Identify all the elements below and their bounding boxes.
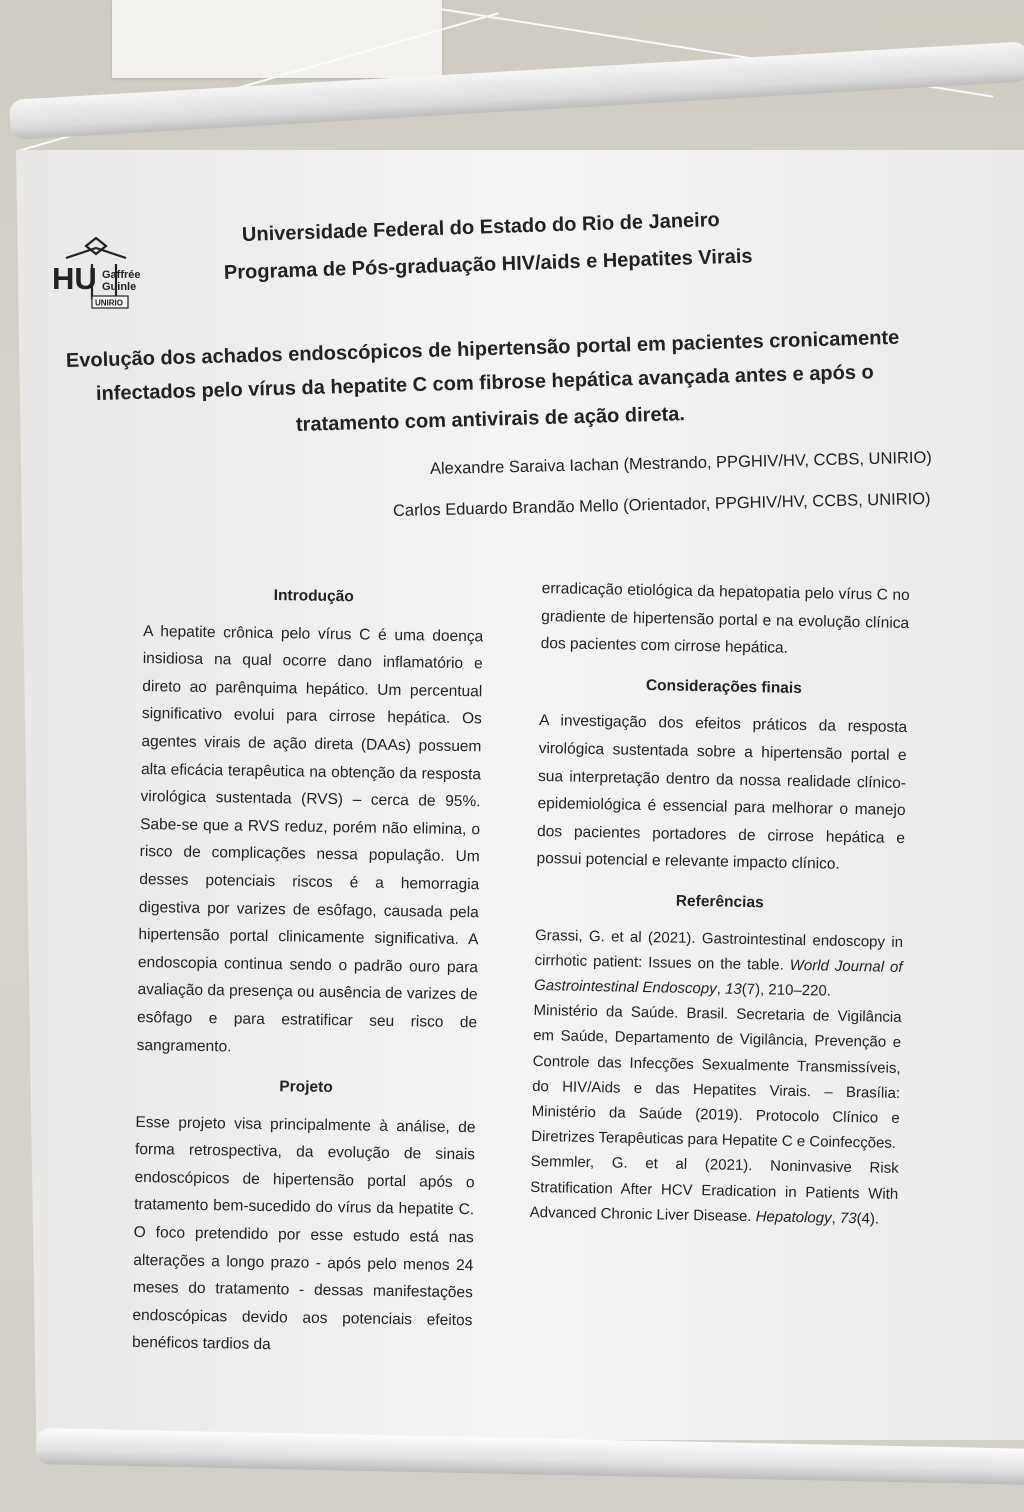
intro-text: A hepatite crônica pelo vírus C é uma doença insidiosa na qual ocorre dano inflamatório e direto ao parênquima hepático. Um percentual significativo evolui para cirrose hepática. Os agentes virais de ação direta (DAAs) possuem alta eficácia terapêutica na obtenção da resposta virológica sustentada (RVS) – cerca de 95%. Sabe-se que a RVS reduz, porém não elimina, o risco de complicações nessa população. Um desses potenciais riscos é a hemorragia digestiva por varizes de esôfago, causada pela hipertensão portal clinicamente significativa. A endoscopia continua sendo o padrão ouro para avaliação da presença ou ausência de varizes de esôfago e para estratificar seu risco de sangramento. [136, 622, 484, 1055]
reference-3-journal: Hepatology [755, 1207, 832, 1227]
reference-1-tail: (7), 210–220. [741, 980, 832, 1000]
project-heading: Projeto [279, 1078, 333, 1097]
reference-1-volume: 13 [724, 980, 742, 998]
university-name: Universidade Federal do Estado do Rio de Janeiro [241, 208, 720, 246]
author-2: Carlos Eduardo Brandão Mello (Orientador, PPGHIV/HV, CCBS, UNIRIO) [392, 489, 931, 520]
title-line-1: Evolução dos achados endoscópicos de hipertensão portal em pacientes cronicamente [65, 326, 900, 372]
title-line-3: tratamento com antivirais de ação direta. [295, 403, 686, 436]
project-text-continued: erradicação etiológica da hepatopatia pelo vírus C no gradiente de hipertensão portal e na evolução clínica dos pacientes com cirrose hepática. [540, 579, 910, 657]
conclusions-heading: Considerações finais [645, 676, 802, 697]
conclusions-text: A investigação dos efeitos práticos da resposta virológica sustentada sobre a hipertensão portal e sua interpretação dentro da nossa realidade clínico-epidemiológica é essencial para melhorar o manejo dos pacientes portadores de cirrose hepática e possui potencial e relevante impacto clínico. [536, 712, 908, 874]
reference-3-volume: 73 [839, 1209, 857, 1227]
author-1: Alexandre Saraiva Iachan (Mestrando, PPGHIV/HV, CCBS, UNIRIO) [429, 448, 932, 478]
reference-1-lead: Grassi, G. et al (2021). Gastrointestinal endoscopy in cirrhotic patient: Issues on the table. [534, 926, 904, 974]
reference-3-lead: Semmler, G. et al (2021). Noninvasive Risk Stratification After HCV Eradication in Patients With Advanced Chronic Liver Disease. [529, 1153, 899, 1225]
reference-3-tail: (4). [856, 1209, 880, 1228]
program-name: Programa de Pós-graduação HIV/aids e Hepatites Virais [223, 245, 753, 284]
reference-1-journal: World Journal of Gastrointestinal Endoscopy [533, 956, 903, 998]
project-text: Esse projeto visa principalmente à análise, de forma retrospectiva, da evolução de sinais endoscópicos de hipertensão portal após o tratamento bem-sucedido do vírus da hepatite C. O foco pretendido por esse estudo está nas alterações a longo prazo - após pelo menos 24 meses do tratamento - dessas manifestações endoscópicas devido aos potenciais efeitos benéficos tardios da [131, 1113, 476, 1354]
hu-gaffree-guinle-logo [52, 234, 172, 310]
reference-item-3: Semmler, G. et al (2021). Noninvasive Risk Stratification After HCV Eradication in Patients With Advanced Chronic Liver Disease. Hepatology, 73(4). [529, 1153, 899, 1228]
right-column [530, 575, 910, 1232]
references-heading: Referências [675, 892, 764, 912]
intro-heading: Introdução [273, 587, 354, 606]
reference-item-2: Ministério da Saúde. Brasil. Secretaria de Vigilância em Saúde, Departamento de Vigilância, Prevenção e Controle das Infecções Sexualmente Transmissíveis, do HIV/Aids e das Hepatites Virais. – Brasília: Ministério da Saúde (2019). Protocolo Clínico e Diretrizes Terapêuticas para Hepatite C e Coinfecções. [531, 1002, 902, 1153]
logo-unirio-text: UNIRIO [95, 298, 123, 308]
logo-guinle-text: Guinle [102, 281, 137, 293]
title-line-2: infectados pelo vírus da hepatite C com fibrose hepática avançada antes e após o [95, 361, 875, 405]
logo-hu-text: HU [52, 261, 97, 296]
logo-gaffree-text: Gaffrée [102, 269, 141, 281]
left-column [132, 580, 484, 1362]
reference-item-1: Grassi, G. et al (2021). Gastrointestinal endoscopy in cirrhotic patient: Issues on the table. World Journal of Gastrointestinal Endoscopy, 13(7), 210–220. [533, 926, 904, 1000]
